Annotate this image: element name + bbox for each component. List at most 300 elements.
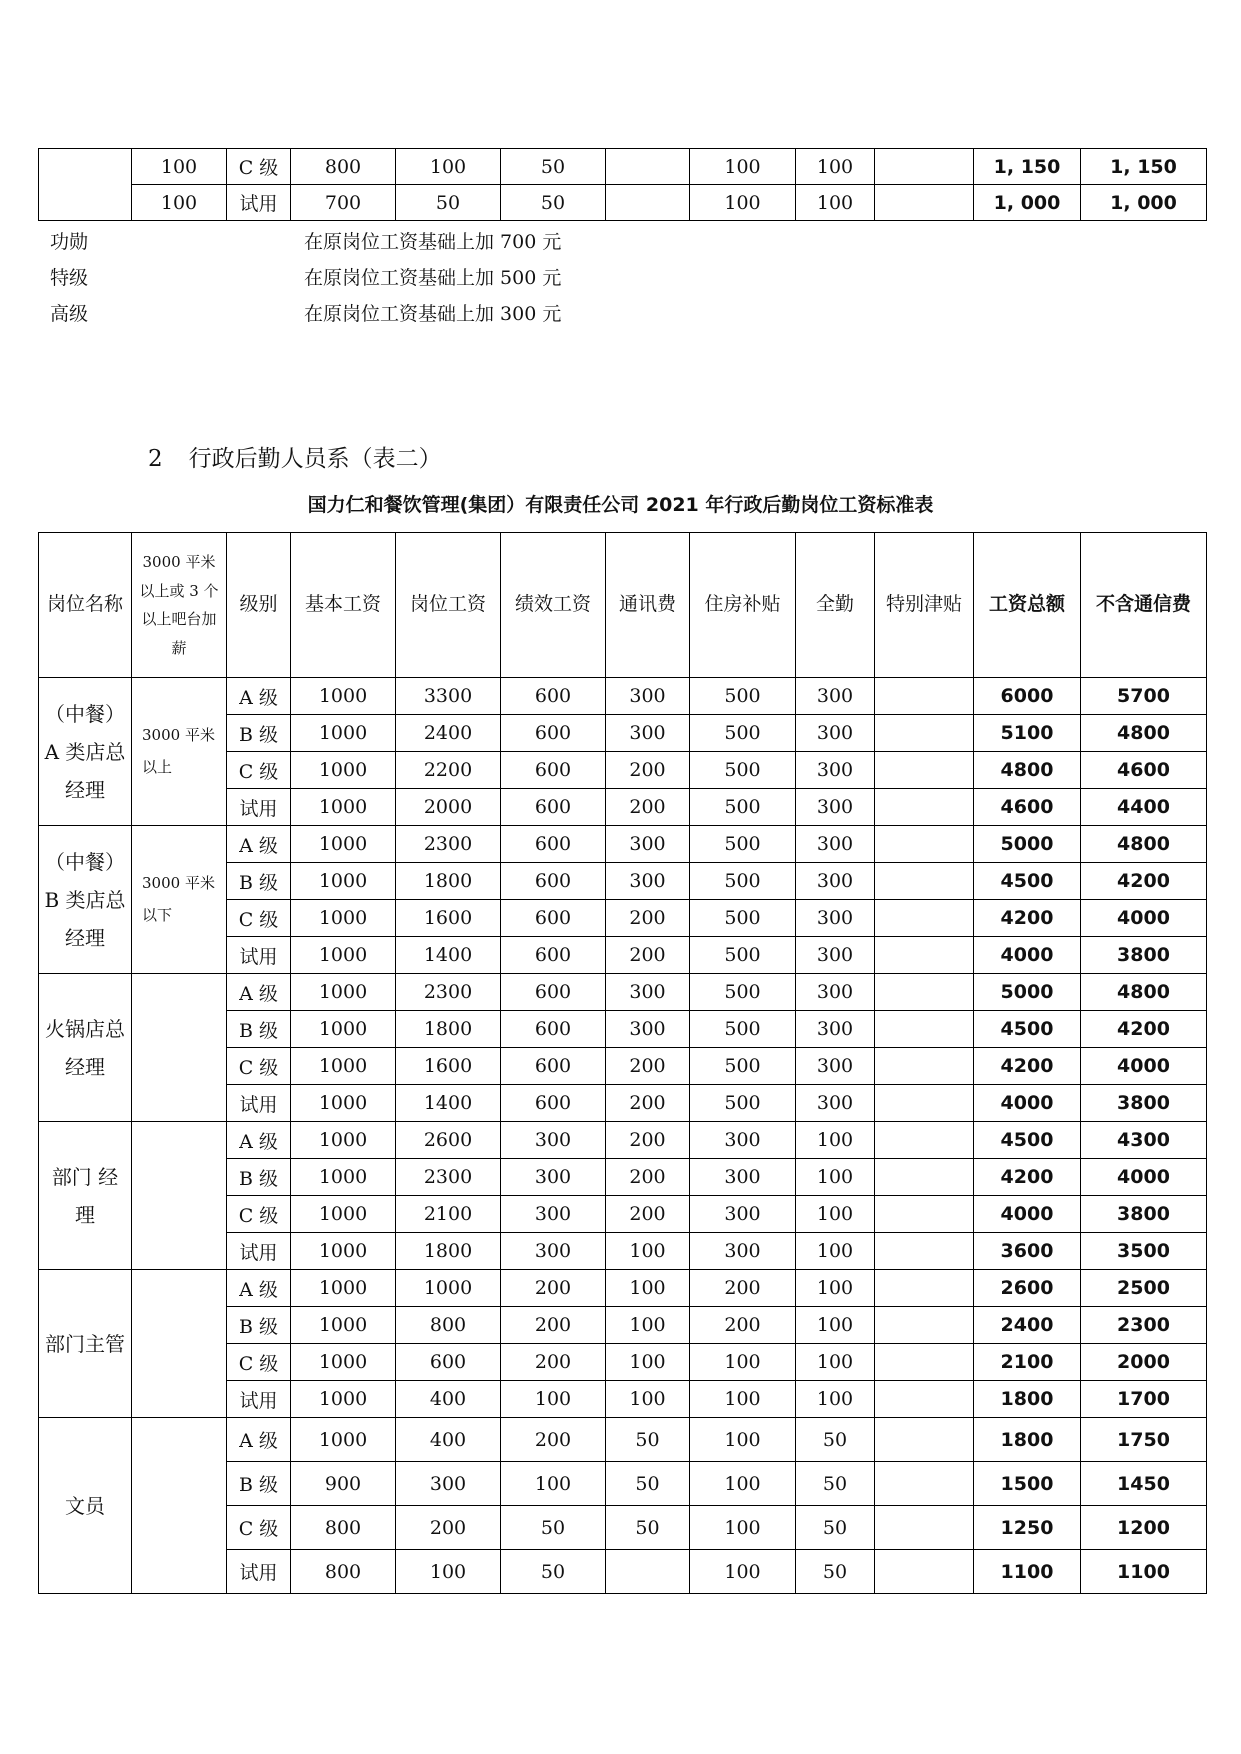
table-cell: 600: [501, 974, 606, 1011]
table-cell: 100: [396, 1550, 501, 1594]
table-cell: [606, 149, 690, 185]
table-cell: 2100: [974, 1344, 1081, 1381]
table-cell: 2500: [1081, 1270, 1207, 1307]
table-cell: 300: [606, 1011, 690, 1048]
table-cell: 1800: [396, 1011, 501, 1048]
table-cell: 200: [606, 1122, 690, 1159]
table-cell: [875, 1418, 974, 1462]
grade-cell: B 级: [227, 1159, 291, 1196]
table-row: [39, 1270, 1207, 1307]
table-cell: [875, 149, 974, 185]
table-cell: 100: [606, 1270, 690, 1307]
table-cell: 300: [690, 1233, 796, 1270]
grade-cell: 试用: [227, 937, 291, 974]
table-cell: 300: [796, 974, 875, 1011]
table-cell: [875, 185, 974, 221]
table-cell: 500: [690, 900, 796, 937]
table-cell: 300: [690, 1159, 796, 1196]
table-cell: 500: [690, 1011, 796, 1048]
table-cell: 200: [606, 789, 690, 826]
table-cell: 600: [501, 678, 606, 715]
table-cell: 200: [501, 1307, 606, 1344]
table-cell: 800: [291, 1550, 396, 1594]
table-cell: 100: [690, 1344, 796, 1381]
table-cell: [875, 1550, 974, 1594]
table-cell: 50: [796, 1506, 875, 1550]
table-cell: 400: [396, 1381, 501, 1418]
table-cell: 50: [501, 1550, 606, 1594]
table-cell: 1250: [974, 1506, 1081, 1550]
table-row: [39, 149, 1207, 185]
table-cell: 200: [606, 1159, 690, 1196]
grade-cell: C 级: [227, 1344, 291, 1381]
table-cell: 1000: [291, 1048, 396, 1085]
table-cell: 100: [396, 149, 501, 185]
table-cell: 4800: [974, 752, 1081, 789]
header-cell: 岗位名称: [39, 533, 132, 678]
admin-salary-table: [38, 532, 1207, 1594]
table-cell: [39, 149, 132, 185]
table-cell: [875, 1307, 974, 1344]
table-cell: 1000: [291, 789, 396, 826]
table-cell: [875, 1196, 974, 1233]
table-cell: [875, 1085, 974, 1122]
note-text: 在原岗位工资基础上加 500 元: [304, 267, 562, 289]
table-cell: 5000: [974, 826, 1081, 863]
grade-cell: B 级: [227, 715, 291, 752]
table-cell: 500: [690, 789, 796, 826]
table-cell: 1100: [974, 1550, 1081, 1594]
table-cell: 300: [501, 1233, 606, 1270]
section-number: 2: [148, 446, 163, 472]
table-cell: 600: [501, 752, 606, 789]
table-cell: 2000: [396, 789, 501, 826]
table-cell: [875, 900, 974, 937]
table-cell: 4000: [974, 1085, 1081, 1122]
table-cell: 50: [796, 1462, 875, 1506]
table-cell: 100: [796, 185, 875, 221]
position-cell: 火锅店总经理: [39, 974, 132, 1122]
continued-salary-table: [38, 148, 1207, 221]
table-cell: 100: [132, 149, 227, 185]
table-cell: [875, 1233, 974, 1270]
grade-cell: B 级: [227, 1011, 291, 1048]
table-cell: 100: [606, 1233, 690, 1270]
table-cell: 200: [396, 1506, 501, 1550]
table-cell: 100: [796, 1159, 875, 1196]
table-cell: 300: [606, 974, 690, 1011]
table-cell: 1800: [396, 1233, 501, 1270]
table-cell: 100: [796, 1196, 875, 1233]
table-cell: 1000: [291, 1418, 396, 1462]
section-heading: [148, 440, 442, 473]
grade-cell: A 级: [227, 826, 291, 863]
table-cell: 1000: [291, 974, 396, 1011]
table-cell: 100: [606, 1307, 690, 1344]
grade-cell: A 级: [227, 678, 291, 715]
grade-cell: A 级: [227, 1418, 291, 1462]
grade-cell: 试用: [227, 1085, 291, 1122]
note-text: 在原岗位工资基础上加 700 元: [304, 231, 562, 253]
header-row: [39, 533, 1207, 678]
table-row: [39, 1122, 1207, 1159]
table-cell: 3800: [1081, 1085, 1207, 1122]
table-cell: 100: [690, 1550, 796, 1594]
table-cell: C 级: [227, 149, 291, 185]
table-cell: 300: [606, 863, 690, 900]
table-cell: 600: [501, 1085, 606, 1122]
table-cell: 1, 000: [974, 185, 1081, 221]
table-cell: 1000: [291, 1270, 396, 1307]
table-cell: 800: [396, 1307, 501, 1344]
table-cell: 2400: [974, 1307, 1081, 1344]
table-cell: 2000: [1081, 1344, 1207, 1381]
table-cell: 50: [606, 1462, 690, 1506]
table-cell: 600: [396, 1344, 501, 1381]
table-cell: 4000: [1081, 1159, 1207, 1196]
table-cell: 300: [501, 1159, 606, 1196]
table-cell: 600: [501, 900, 606, 937]
table-cell: 1800: [974, 1381, 1081, 1418]
table-cell: [875, 1122, 974, 1159]
table-cell: 4800: [1081, 715, 1207, 752]
table-cell: [875, 1270, 974, 1307]
table-cell: 5000: [974, 974, 1081, 1011]
table-cell: 1000: [291, 826, 396, 863]
table-cell: 100: [690, 149, 796, 185]
table-cell: 5100: [974, 715, 1081, 752]
header-cell: 3000 平米以上或 3 个以上吧台加薪: [132, 533, 227, 678]
table-row: [39, 185, 1207, 221]
table-cell: 100: [796, 1381, 875, 1418]
table-cell: 700: [291, 185, 396, 221]
table-cell: 500: [690, 678, 796, 715]
table-cell: 4500: [974, 1122, 1081, 1159]
grade-cell: A 级: [227, 1270, 291, 1307]
table-cell: 200: [606, 1196, 690, 1233]
table-cell: [875, 789, 974, 826]
table-cell: 1600: [396, 900, 501, 937]
header-cell: 全勤: [796, 533, 875, 678]
table-cell: 100: [132, 185, 227, 221]
table-cell: [39, 185, 132, 221]
table-cell: 300: [796, 863, 875, 900]
table-cell: 2600: [974, 1270, 1081, 1307]
table-cell: 500: [690, 752, 796, 789]
header-cell: 岗位工资: [396, 533, 501, 678]
header-cell: 不含通信费: [1081, 533, 1207, 678]
table-cell: 200: [690, 1307, 796, 1344]
table-cell: 800: [291, 1506, 396, 1550]
table-cell: 500: [690, 715, 796, 752]
grade-cell: 试用: [227, 1233, 291, 1270]
area-cell: 3000 平米以上: [132, 678, 227, 826]
table-row: [39, 678, 1207, 715]
table-cell: 200: [501, 1418, 606, 1462]
table-cell: 1000: [291, 1344, 396, 1381]
table-cell: [875, 863, 974, 900]
table-cell: 4800: [1081, 826, 1207, 863]
header-cell: 基本工资: [291, 533, 396, 678]
table-cell: 1100: [1081, 1550, 1207, 1594]
table-cell: 4200: [1081, 1011, 1207, 1048]
grade-cell: B 级: [227, 863, 291, 900]
table-cell: [875, 1344, 974, 1381]
area-cell: [132, 1270, 227, 1418]
table-cell: 100: [501, 1462, 606, 1506]
note-label: 特级: [50, 267, 89, 289]
table-cell: 4000: [974, 1196, 1081, 1233]
position-cell: 文员: [39, 1418, 132, 1594]
table-cell: 4000: [1081, 1048, 1207, 1085]
table-cell: 50: [396, 185, 501, 221]
table-cell: 600: [501, 1011, 606, 1048]
table-cell: 50: [796, 1550, 875, 1594]
table-title: 国力仁和餐饮管理(集团）有限责任公司 2021 年行政后勤岗位工资标准表: [307, 494, 934, 516]
table-cell: 200: [606, 752, 690, 789]
table-cell: 1, 150: [974, 149, 1081, 185]
table-cell: 2300: [1081, 1307, 1207, 1344]
header-cell: 住房补贴: [690, 533, 796, 678]
table-cell: 50: [501, 149, 606, 185]
area-cell: [132, 1418, 227, 1594]
table-cell: 100: [606, 1381, 690, 1418]
table-cell: [875, 715, 974, 752]
table-cell: [875, 937, 974, 974]
table-cell: 1000: [291, 1122, 396, 1159]
table-cell: 300: [796, 1011, 875, 1048]
table-cell: [875, 974, 974, 1011]
grade-cell: C 级: [227, 1048, 291, 1085]
table-cell: 4000: [974, 937, 1081, 974]
table-cell: 50: [606, 1506, 690, 1550]
table-cell: 100: [690, 1381, 796, 1418]
table-cell: 4600: [1081, 752, 1207, 789]
table-cell: 100: [796, 1270, 875, 1307]
table-cell: 100: [690, 1462, 796, 1506]
table-cell: 100: [501, 1381, 606, 1418]
table-cell: [875, 1048, 974, 1085]
table-cell: 100: [796, 1307, 875, 1344]
table-cell: [606, 1550, 690, 1594]
table-cell: 400: [396, 1418, 501, 1462]
table-cell: [875, 1159, 974, 1196]
table-cell: 4200: [974, 1159, 1081, 1196]
table-cell: 4500: [974, 1011, 1081, 1048]
table-cell: 1800: [396, 863, 501, 900]
grade-cell: B 级: [227, 1462, 291, 1506]
table-cell: 500: [690, 937, 796, 974]
position-cell: （中餐）A 类店总经理: [39, 678, 132, 826]
header-cell: 绩效工资: [501, 533, 606, 678]
table-cell: 600: [501, 826, 606, 863]
table-cell: 200: [501, 1344, 606, 1381]
table-cell: [875, 826, 974, 863]
table-cell: 1500: [974, 1462, 1081, 1506]
grade-cell: C 级: [227, 752, 291, 789]
table-cell: 300: [796, 1048, 875, 1085]
table-cell: 1400: [396, 1085, 501, 1122]
table-cell: 2300: [396, 974, 501, 1011]
table-cell: 1000: [291, 678, 396, 715]
table-cell: [875, 752, 974, 789]
table-cell: 300: [690, 1196, 796, 1233]
table-cell: 50: [796, 1418, 875, 1462]
table-cell: 600: [501, 1048, 606, 1085]
section-title: 行政后勤人员系（表二）: [188, 446, 442, 472]
table-cell: 200: [606, 1048, 690, 1085]
table-cell: 1000: [291, 1381, 396, 1418]
table-cell: 300: [606, 715, 690, 752]
table-cell: 1700: [1081, 1381, 1207, 1418]
table-cell: 1450: [1081, 1462, 1207, 1506]
table-cell: 1000: [291, 752, 396, 789]
grade-cell: C 级: [227, 1196, 291, 1233]
table-cell: 4800: [1081, 974, 1207, 1011]
table-cell: 100: [606, 1344, 690, 1381]
table-cell: 300: [396, 1462, 501, 1506]
table-cell: 900: [291, 1462, 396, 1506]
table-cell: 2200: [396, 752, 501, 789]
table-cell: 4400: [1081, 789, 1207, 826]
table-cell: 300: [796, 752, 875, 789]
table-cell: 600: [501, 937, 606, 974]
table-cell: 100: [796, 1344, 875, 1381]
table-cell: 试用: [227, 185, 291, 221]
table-cell: 100: [796, 149, 875, 185]
table-cell: 300: [796, 1085, 875, 1122]
table-row: [39, 974, 1207, 1011]
grade-cell: 试用: [227, 1550, 291, 1594]
table-cell: 1000: [291, 1159, 396, 1196]
table-cell: 3800: [1081, 937, 1207, 974]
position-cell: （中餐）B 类店总经理: [39, 826, 132, 974]
table-cell: 100: [796, 1122, 875, 1159]
table-cell: 300: [501, 1196, 606, 1233]
table-cell: 1000: [291, 1233, 396, 1270]
table-cell: 300: [796, 789, 875, 826]
table-cell: 50: [606, 1418, 690, 1462]
table-cell: 300: [606, 678, 690, 715]
table-cell: 500: [690, 1085, 796, 1122]
grade-cell: A 级: [227, 974, 291, 1011]
header-cell: 特别津贴: [875, 533, 974, 678]
header-cell: 工资总额: [974, 533, 1081, 678]
table-cell: 1000: [291, 900, 396, 937]
table-cell: 1400: [396, 937, 501, 974]
table-cell: 600: [501, 863, 606, 900]
table-cell: 3800: [1081, 1196, 1207, 1233]
table-cell: 500: [690, 1048, 796, 1085]
table-cell: 200: [606, 937, 690, 974]
table-cell: 300: [606, 826, 690, 863]
table-cell: 100: [796, 1233, 875, 1270]
position-cell: 部门主管: [39, 1270, 132, 1418]
grade-cell: C 级: [227, 1506, 291, 1550]
table-cell: 600: [501, 789, 606, 826]
table-cell: [875, 678, 974, 715]
grade-cell: C 级: [227, 900, 291, 937]
table-cell: 100: [690, 1506, 796, 1550]
table-cell: 300: [796, 937, 875, 974]
table-cell: 5700: [1081, 678, 1207, 715]
table-cell: 200: [501, 1270, 606, 1307]
position-cell: 部门 经理: [39, 1122, 132, 1270]
table-cell: 1000: [291, 1196, 396, 1233]
table-cell: 3300: [396, 678, 501, 715]
table-cell: 4000: [1081, 900, 1207, 937]
table-cell: 3600: [974, 1233, 1081, 1270]
table-cell: 500: [690, 863, 796, 900]
table-cell: 1, 150: [1081, 149, 1207, 185]
table-cell: 300: [796, 826, 875, 863]
table-cell: 100: [690, 185, 796, 221]
table-cell: 500: [690, 826, 796, 863]
table-cell: 4300: [1081, 1122, 1207, 1159]
table-row: [39, 826, 1207, 863]
table-cell: 1000: [291, 937, 396, 974]
table-cell: 300: [501, 1122, 606, 1159]
table-cell: [875, 1381, 974, 1418]
table-cell: 600: [501, 715, 606, 752]
table-cell: [875, 1011, 974, 1048]
table-cell: 800: [291, 149, 396, 185]
grade-cell: B 级: [227, 1307, 291, 1344]
table-cell: 2300: [396, 826, 501, 863]
table-cell: 50: [501, 185, 606, 221]
table-cell: 1800: [974, 1418, 1081, 1462]
table-cell: 300: [690, 1122, 796, 1159]
table-cell: 200: [606, 900, 690, 937]
table-cell: 6000: [974, 678, 1081, 715]
table-cell: 1, 000: [1081, 185, 1207, 221]
note-label: 功勋: [50, 231, 89, 253]
note-text: 在原岗位工资基础上加 300 元: [304, 303, 562, 325]
table-cell: 2400: [396, 715, 501, 752]
table-cell: 1000: [291, 1085, 396, 1122]
area-cell: [132, 1122, 227, 1270]
table-cell: [875, 1462, 974, 1506]
table-cell: 500: [690, 974, 796, 1011]
table-cell: 1750: [1081, 1418, 1207, 1462]
grade-cell: 试用: [227, 789, 291, 826]
table-cell: 300: [796, 715, 875, 752]
grade-cell: A 级: [227, 1122, 291, 1159]
table-cell: 4200: [974, 900, 1081, 937]
table-cell: 4200: [974, 1048, 1081, 1085]
table-cell: 1000: [291, 863, 396, 900]
area-cell: 3000 平米以下: [132, 826, 227, 974]
table-cell: 1000: [396, 1270, 501, 1307]
table-cell: 300: [796, 678, 875, 715]
table-cell: 1000: [291, 1011, 396, 1048]
table-cell: 4600: [974, 789, 1081, 826]
grade-cell: 试用: [227, 1381, 291, 1418]
note-label: 高级: [50, 303, 89, 325]
table-cell: 2300: [396, 1159, 501, 1196]
table-cell: 4500: [974, 863, 1081, 900]
table-cell: [875, 1506, 974, 1550]
table-cell: 200: [606, 1085, 690, 1122]
header-cell: 通讯费: [606, 533, 690, 678]
area-cell: [132, 974, 227, 1122]
table-cell: 50: [501, 1506, 606, 1550]
table-cell: 2100: [396, 1196, 501, 1233]
table-cell: 4200: [1081, 863, 1207, 900]
header-cell: 级别: [227, 533, 291, 678]
table-cell: 2600: [396, 1122, 501, 1159]
table-cell: [606, 185, 690, 221]
